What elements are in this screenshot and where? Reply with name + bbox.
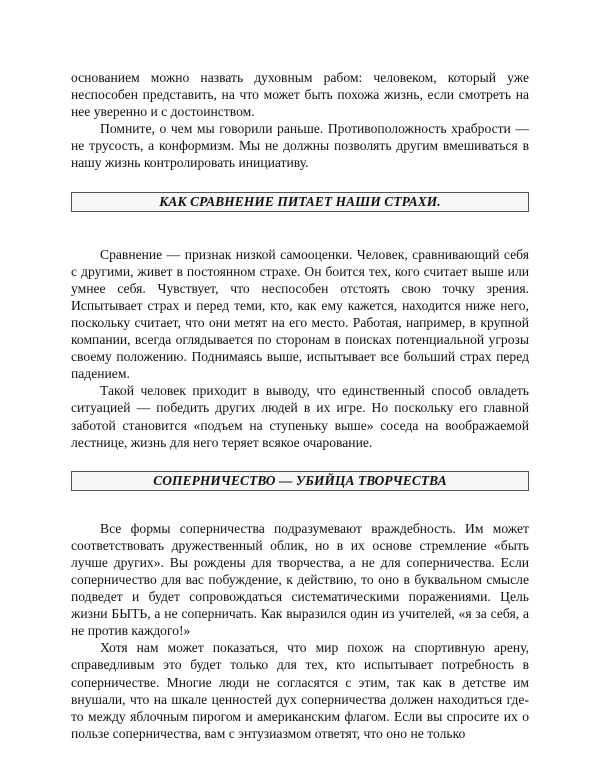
comparison-paragraph-2: Такой человек приходит в выводу, что единственный способ овладеть ситуацией — победить других людей в их игре. Но поскольку его главной заботой становится «подъем на ступеньку выше» соседа на воображаемой лестнице, жизнь для него теряет всякое очарование. [71,383,529,450]
intro-paragraph-1: основанием можно назвать духовным рабом: человеком, который уже неспособен представить, на что может быть похожа жизнь, если смотреть на нее уверенно и с достоинством. [71,70,529,120]
rivalry-paragraph-2: Хотя нам может показаться, что мир похож на спортивную арену, справедливым это будет только для тех, кто испытывает потребность в соперничестве. Многие люди не согласятся с этим, так как в детстве им внушали, что на шкале ценностей дух соперничества должен находиться где-то между яблочным пирогом и американским флагом. Если вы спросите их о пользе соперничества, вам с энтузиазмом ответят, что оно не только [71,640,529,741]
section-heading-rivalry: СОПЕРНИЧЕСТВО — УБИЙЦА ТВОРЧЕСТВА [71,471,529,491]
rivalry-paragraph-1: Все формы соперничества подразумевают враждебность. Им может соответствовать дружественный облик, но в их основе стремление «быть лучше других». Вы рождены для творчества, а не для соперничества. Если соперничество для вас побуждение, к действию, то оно в буквальном смысле подведет и будет сопровождаться систематическими поражениями. Цель жизни БЫТЬ, а не соперничать. Как выразился один из учителей, «я за себя, а не против каждого!» [71,520,529,639]
document-page [71,69,529,742]
intro-paragraph-2: Помните, о чем мы говорили раньше. Противоположность храбрости — не трусость, а конформизм. Мы не должны позволять другим вмешиваться в нашу жизнь контролировать инициативу. [71,121,529,171]
section-heading-comparison: КАК СРАВНЕНИЕ ПИТАЕТ НАШИ СТРАХИ. [71,192,529,212]
comparison-paragraph-1: Сравнение — признак низкой самооценки. Человек, сравнивающий себя с другими, живет в постоянном страхе. Он боится тех, кого считает выше или умнее себя. Чувствует, что неспособен отстоять свою точку зрения. Испытывает страх и перед теми, кто, как ему кажется, находится ниже него, поскольку считает, что они метят на его место. Работая, например, в крупной компании, всегда оглядывается по сторонам в поисках потенциальной угрозы своему положению. Поднимаясь выше, испытывает все больший страх перед падением. [71,246,529,382]
